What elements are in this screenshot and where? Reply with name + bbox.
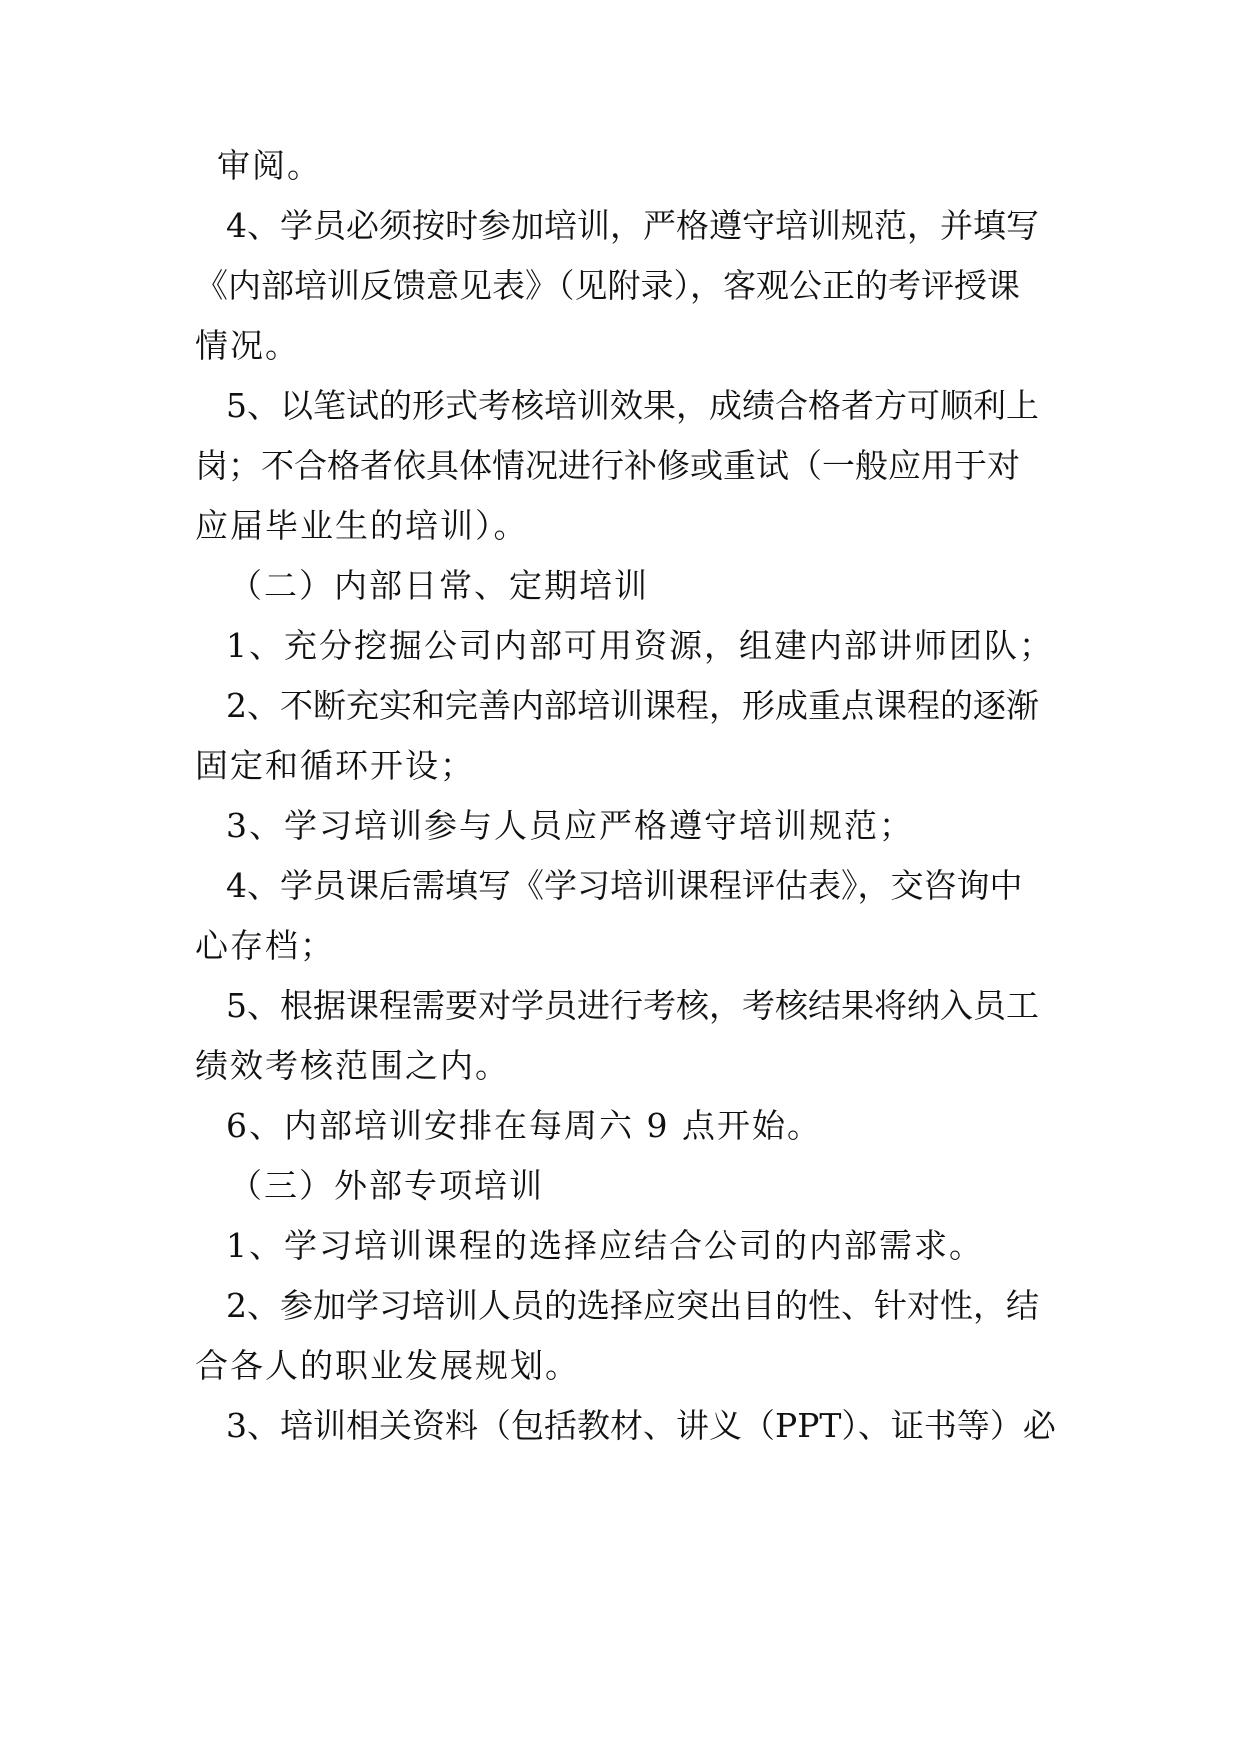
text-line-16: 绩效考核范围之内。	[195, 1046, 510, 1085]
text-line-21: 合各人的职业发展规划。	[195, 1346, 580, 1385]
text-line-19: 1、学习培训课程的选择应结合公司的内部需求。	[226, 1226, 984, 1265]
text-line-6: 岗；不合格者依具体情况进行补修或重试（一般应用于对	[195, 446, 1020, 485]
text-line-9: 1、充分挖掘公司内部可用资源，组建内部讲师团队；	[226, 626, 1054, 665]
text-line-1: 审阅。	[217, 146, 322, 185]
text-line-14: 心存档；	[195, 926, 335, 965]
text-line-13: 4、学员课后需填写《学习培训课程评估表》，交咨询中	[226, 866, 1023, 905]
text-line-20: 2、参加学习培训人员的选择应突出目的性、针对性，结	[226, 1286, 1039, 1325]
text-line-15: 5、根据课程需要对学员进行考核，考核结果将纳入员工	[226, 986, 1039, 1025]
text-line-5: 5、以笔试的形式考核培训效果，成绩合格者方可顺利上	[226, 386, 1039, 425]
text-line-12: 3、学习培训参与人员应严格遵守培训规范；	[226, 806, 914, 845]
text-line-17: 6、内部培训安排在每周六 9 点开始。	[226, 1106, 822, 1145]
text-line-4: 情况。	[195, 326, 300, 365]
text-line-2: 4、学员必须按时参加培训，严格遵守培训规范，并填写	[226, 206, 1039, 245]
section-heading-3: （三）外部专项培训	[229, 1166, 544, 1205]
text-line-10: 2、不断充实和完善内部培训课程，形成重点课程的逐渐	[226, 686, 1039, 725]
text-line-22: 3、培训相关资料（包括教材、讲义（PPT）、证书等）必	[226, 1406, 1056, 1445]
text-line-7: 应届毕业生的培训）。	[195, 506, 529, 545]
text-line-3: 《内部培训反馈意见表》（见附录），客观公正的考评授课	[195, 266, 1020, 305]
text-line-11: 固定和循环开设；	[195, 746, 475, 785]
section-heading-2: （二）内部日常、定期培训	[229, 566, 649, 605]
